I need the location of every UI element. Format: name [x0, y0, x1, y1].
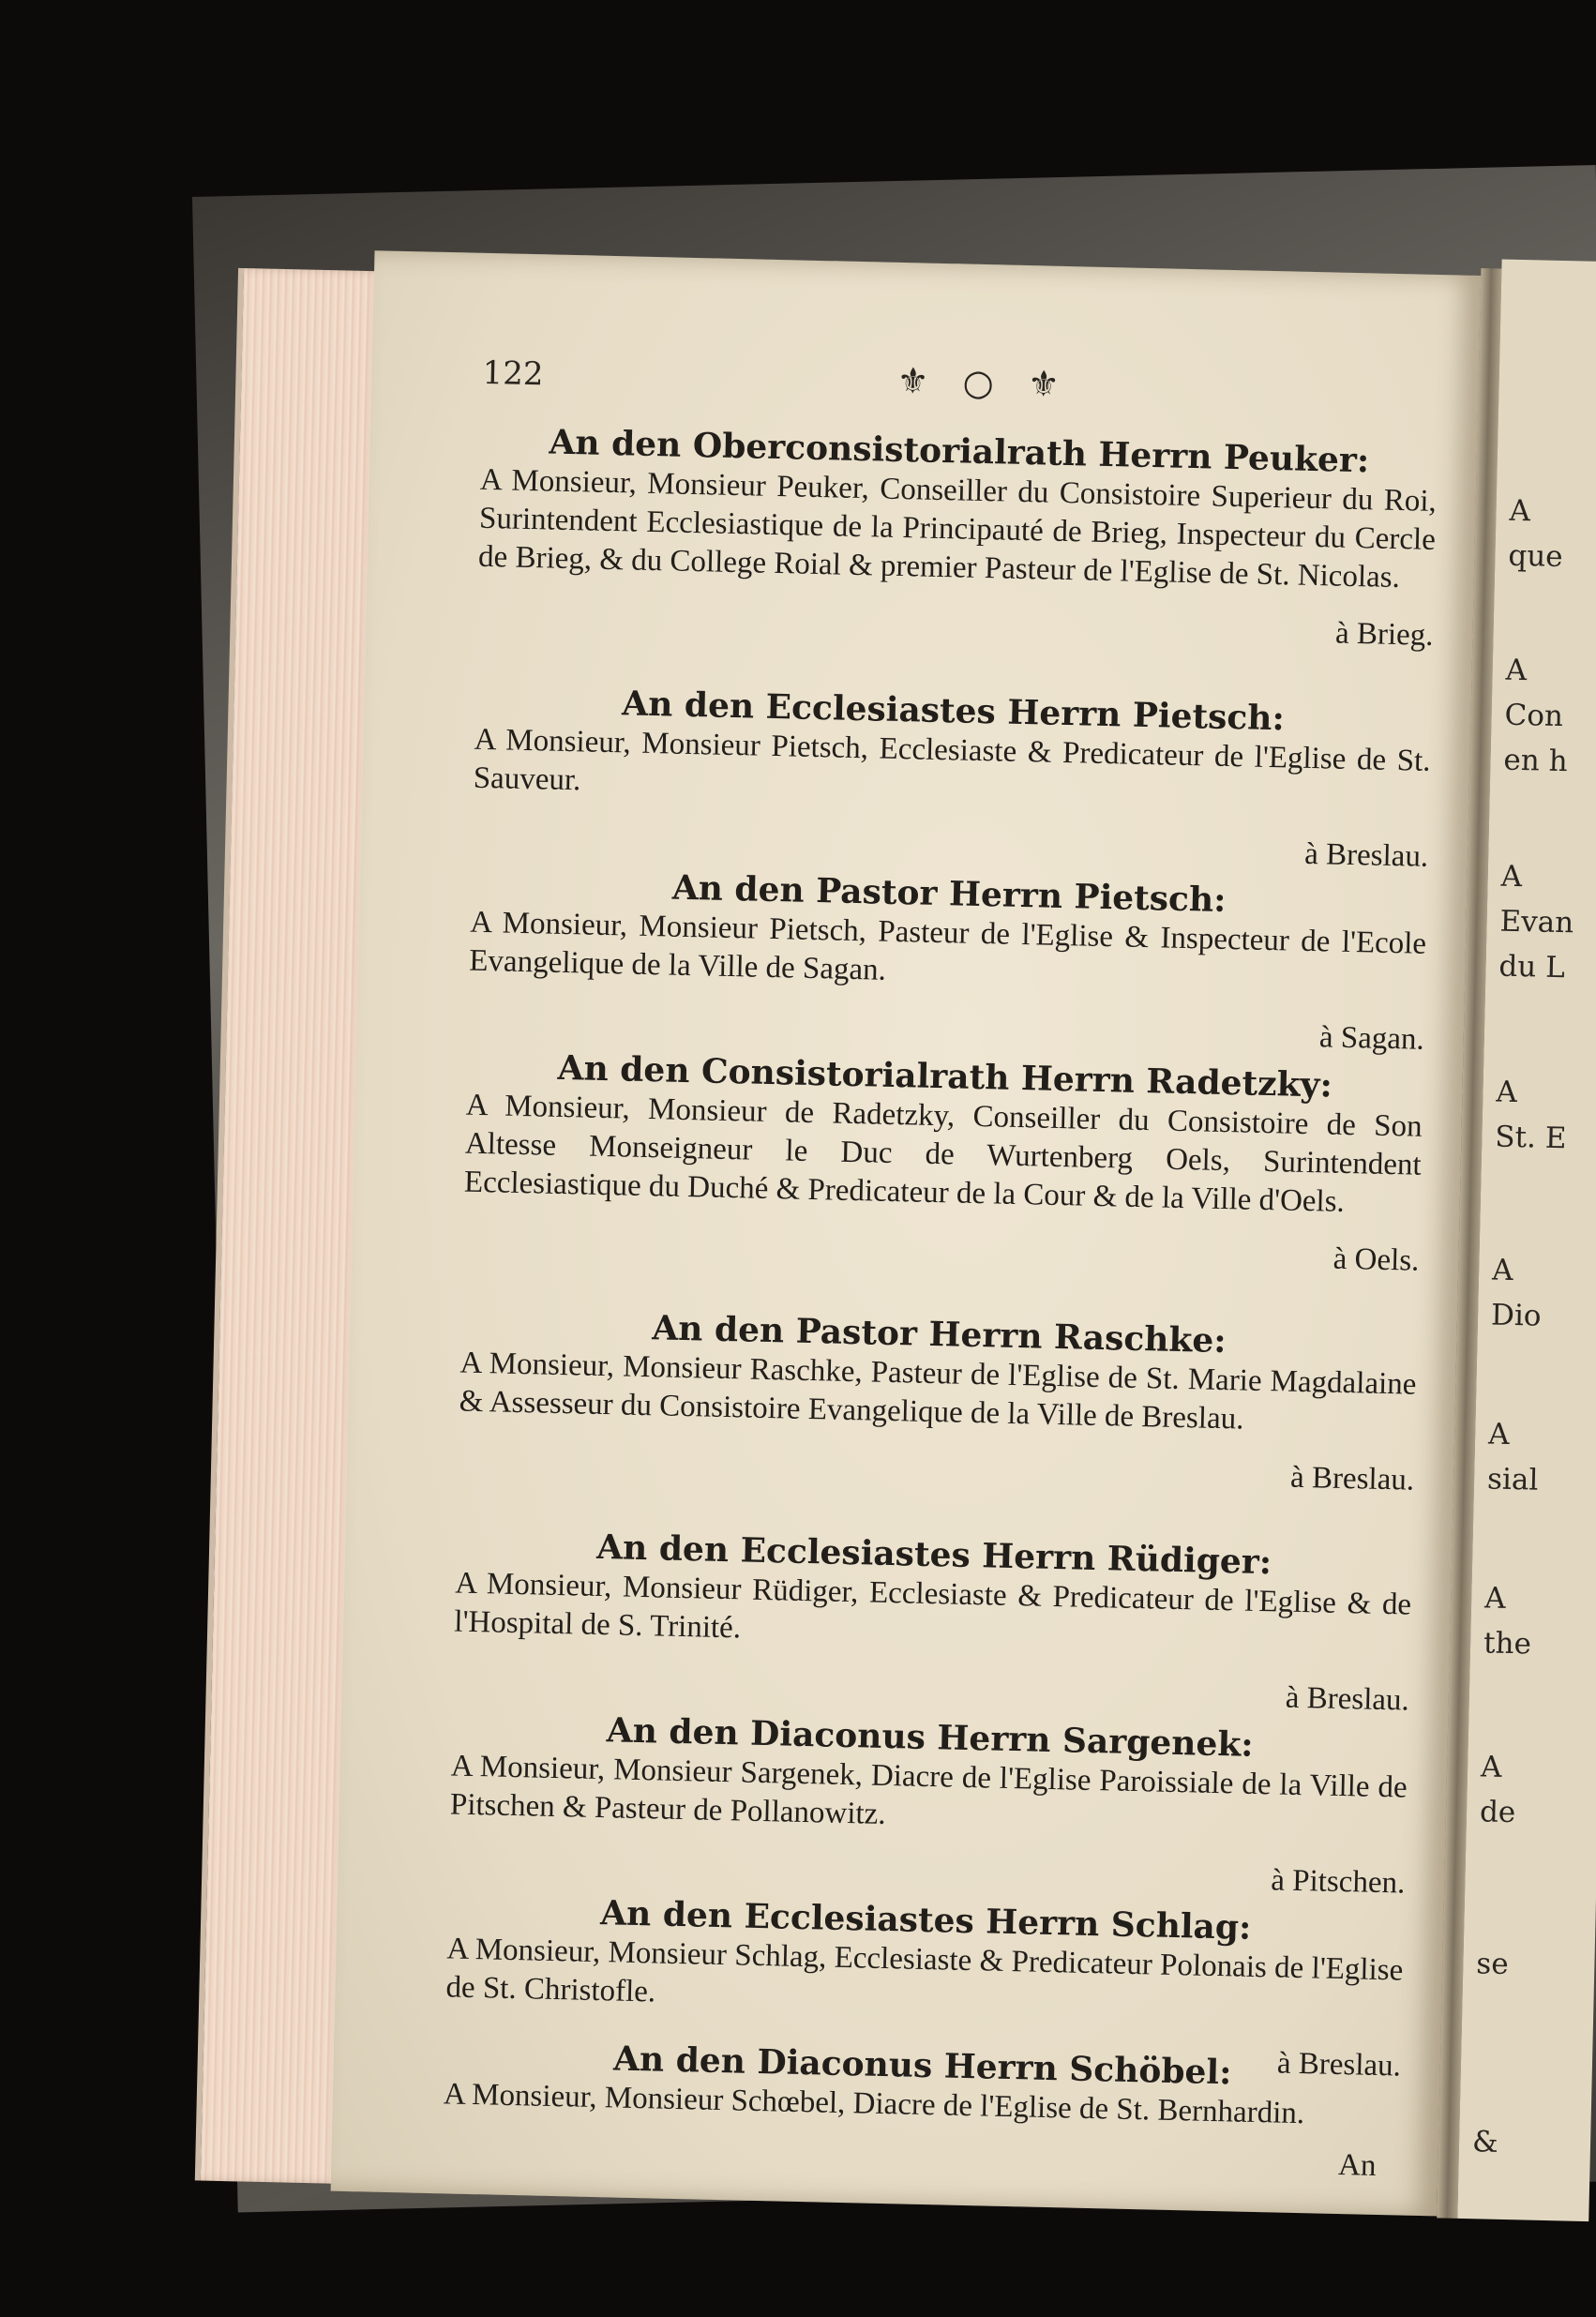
facing-text: St. E: [1494, 1120, 1567, 1156]
entry-address: A Monsieur, Monsieur Rüdiger, Ecclesiaste & Predicateur de l'Eglise & de l'Hospital de S. Trinité.: [453, 1566, 1412, 1646]
address-entry: [472, 680, 1432, 878]
facing-text: du L: [1498, 949, 1566, 985]
entry-place: à Breslau.: [1276, 2046, 1402, 2084]
facing-text: A: [1509, 493, 1531, 529]
entry-heading: An den Pastor Herrn Raschke:: [651, 1308, 1227, 1362]
entry-heading: An den Diaconus Herrn Sargenek:: [606, 1710, 1255, 1765]
address-entry: [462, 1046, 1423, 1282]
facing-text: A: [1480, 1750, 1502, 1784]
facing-text: A: [1483, 1581, 1507, 1616]
entry-address: A Monsieur, Monsieur Pietsch, Pasteur de l'Eglise & Inspecteur de l'Ecole Evangelique de la Ville de Sagan.: [468, 905, 1427, 987]
facing-text: A: [1505, 653, 1528, 688]
facing-text: en h: [1503, 743, 1569, 779]
entry-address: A Monsieur, Monsieur de Radetzky, Conseiller du Consistoire de Son Altesse Monseigneur le Duc de Wurtenberg Oels, Surintendent Ecclesiastique du Duché & Predicateur de la Cour & de la Ville d'Oels.: [463, 1088, 1423, 1219]
entry-place: à Sagan.: [1318, 1020, 1425, 1057]
address-entry: [458, 1303, 1418, 1501]
entry-address: A Monsieur, Monsieur Raschke, Pasteur de l'Eglise de St. Marie Magdalaine & Assesseur du Consistoire Evangelique de la Ville de Breslau.: [459, 1346, 1417, 1437]
page-number: 122: [482, 354, 544, 394]
facing-text: Dio: [1490, 1298, 1542, 1333]
facing-text: Con: [1504, 698, 1564, 734]
facing-text: sial: [1486, 1462, 1539, 1497]
entry-place: à Pitschen.: [1270, 1863, 1406, 1901]
entry-address: A Monsieur, Monsieur Sargenek, Diacre de l'Eglise Paroissiale de la Ville de Pitschen & Pasteur de Pollanowitz.: [449, 1749, 1408, 1831]
entry-place: à Breslau.: [1289, 1460, 1415, 1497]
entry-heading: An den Oberconsistorialrath Herrn Peuker:: [549, 422, 1370, 481]
address-entry: [448, 1706, 1408, 1903]
facing-text: de: [1479, 1795, 1516, 1830]
address-entry: [453, 1524, 1413, 1722]
facing-text: Evan: [1499, 904, 1574, 940]
address-entry: [468, 863, 1428, 1061]
facing-text: &: [1471, 2125, 1499, 2159]
entry-address: A Monsieur, Monsieur Peuker, Conseiller du Consistoire Superieur du Roi, Surintendent Ecclesiastique de la Principauté de Brieg, Inspecteur du Cercle de Brieg, & du College Roial & premier Pasteur de l'Eglise de St. Nicolas.: [477, 462, 1438, 595]
entry-address: A Monsieur, Monsieur Pietsch, Ecclesiaste & Predicateur de l'Eglise de St. Sauveur.: [473, 722, 1431, 798]
entry-heading: An den Diaconus Herrn Schöbel:: [612, 2039, 1232, 2093]
open-book: [157, 230, 1595, 2225]
entry-address: A Monsieur, Monsieur Schlag, Ecclesiaste & Predicateur Polonais de l'Eglise de St. Christofle.: [445, 1932, 1404, 2009]
entry-heading: An den Ecclesiastes Herrn Rüdiger:: [595, 1527, 1272, 1583]
facing-text: the: [1483, 1626, 1532, 1662]
left-page: [331, 250, 1482, 2216]
entry-heading: An den Ecclesiastes Herrn Pietsch:: [621, 684, 1286, 739]
address-entry: [476, 420, 1438, 656]
entry-heading: An den Ecclesiastes Herrn Schlag:: [599, 1893, 1252, 1948]
header-ornament: ⚜ ○ ⚜: [896, 359, 1072, 406]
entry-place: à Brieg.: [1334, 616, 1434, 653]
facing-text: A: [1491, 1253, 1513, 1288]
facing-text: A: [1496, 1075, 1518, 1110]
entry-place: à Breslau.: [1285, 1680, 1410, 1718]
entry-heading: An den Pastor Herrn Pietsch:: [671, 867, 1227, 920]
entry-place: à Breslau.: [1303, 836, 1429, 874]
entry-place: à Oels.: [1333, 1241, 1420, 1278]
entry-address: A Monsieur, Monsieur Schœbel, Diacre de l'Eglise de St. Bernhardin.: [443, 2077, 1305, 2131]
facing-text: se: [1475, 1947, 1510, 1982]
catchword: An: [1337, 2148, 1377, 2183]
entry-heading: An den Consistorialrath Herrn Radetzky:: [557, 1047, 1333, 1106]
facing-text: A: [1500, 859, 1523, 895]
facing-text: A: [1487, 1417, 1511, 1452]
facing-text: que: [1508, 538, 1564, 575]
